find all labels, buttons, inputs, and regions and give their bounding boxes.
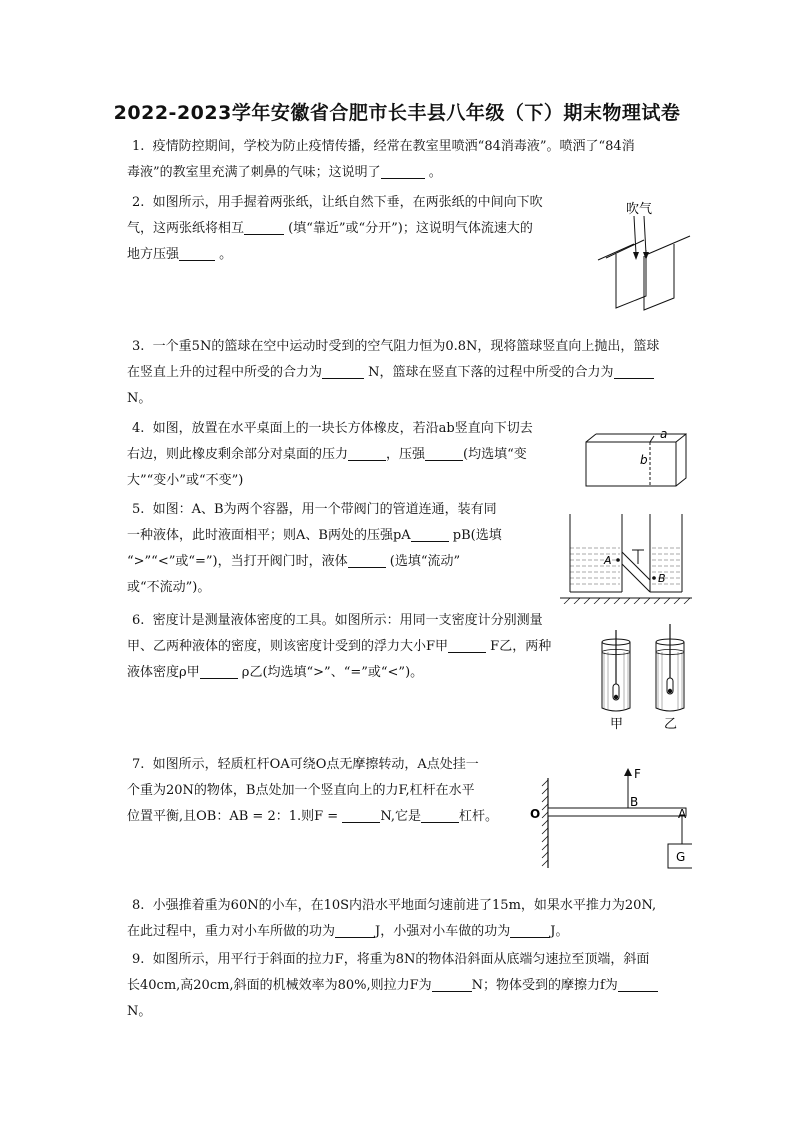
answer-blank[interactable] <box>614 364 654 379</box>
question-5 <box>127 497 562 601</box>
answer-blank[interactable] <box>348 446 386 461</box>
label-b: B <box>658 572 666 585</box>
question-text: 。 <box>219 247 233 262</box>
connected-containers-figure <box>560 508 692 604</box>
question-number: 2. <box>132 195 145 210</box>
answer-blank[interactable] <box>335 923 375 938</box>
label-b: B <box>630 795 639 809</box>
question-text: 地方压强 <box>127 247 180 262</box>
eraser-figure <box>582 424 692 490</box>
question-1 <box>127 134 692 186</box>
answer-blank[interactable] <box>179 246 215 261</box>
question-text: 长40cm,高20cm,斜面的机械效率为80%,则拉力F为 <box>127 978 432 993</box>
label-g: G <box>676 850 686 864</box>
question-number: 3. <box>132 339 145 354</box>
question-text: “>”“<”或“=”)，当打开阀门时，液体 <box>127 554 348 569</box>
label-o: O <box>530 807 541 821</box>
answer-blank[interactable] <box>421 808 459 823</box>
question-text: 如图所示，轻质杠杆OA可绕O点无摩擦转动，A点处挂一 <box>152 757 479 772</box>
answer-blank[interactable] <box>200 664 238 679</box>
question-text: (均选填“变 <box>463 447 527 462</box>
question-text: 大”“变小”或“不变”) <box>127 473 244 488</box>
question-text: 气，这两张纸将相互 <box>127 221 245 236</box>
question-number: 9. <box>132 952 145 967</box>
blowing-paper-figure <box>596 196 696 312</box>
question-text: (选填“流动” <box>389 554 461 569</box>
blow-label: 吹气 <box>626 202 653 217</box>
lever-figure <box>528 760 692 870</box>
question-text: ，压强 <box>386 447 426 462</box>
question-text: N。 <box>127 391 152 406</box>
question-text: 液体密度ρ甲 <box>127 665 200 680</box>
question-3 <box>127 334 697 412</box>
question-text: 一种液体，此时液面相平；则A、B两处的压强pA <box>127 528 411 543</box>
question-text: J。 <box>550 924 569 939</box>
question-text: N。 <box>127 1004 152 1019</box>
question-2 <box>127 190 602 268</box>
question-text: 一个重5N的篮球在空中运动时受到的空气阻力恒为0.8N，现将篮球竖直向上抛出，篮球 <box>152 339 660 354</box>
answer-blank[interactable] <box>381 164 425 179</box>
page-title: 2022-2023学年安徽省合肥市长丰县八年级（下）期末物理试卷 <box>113 102 681 124</box>
cylinder-left <box>602 630 630 711</box>
question-6 <box>127 608 592 686</box>
question-text: pB(选填 <box>452 528 502 543</box>
cylinder-right <box>656 624 684 711</box>
question-text: 位置平衡,且OB：AB = 2：1.则F = <box>127 809 339 824</box>
label-a: A <box>678 807 687 821</box>
answer-blank[interactable] <box>510 923 550 938</box>
question-text: 在竖直上升的过程中所受的合力为 <box>127 365 323 380</box>
label-b: b <box>640 453 648 467</box>
answer-blank[interactable] <box>342 808 380 823</box>
answer-blank[interactable] <box>432 977 472 992</box>
question-number: 5. <box>132 502 145 517</box>
question-text: 如图所示，用平行于斜面的拉力F，将重为8N的物体沿斜面从底端匀速拉至顶端，斜面 <box>152 952 650 967</box>
question-number: 4. <box>132 421 145 436</box>
answer-blank[interactable] <box>244 220 284 235</box>
question-9 <box>127 947 697 1025</box>
answer-blank[interactable] <box>348 553 386 568</box>
question-text: ρ乙(均选填“>”、“=”或“<”)。 <box>241 665 424 680</box>
question-text: 密度计是测量液体密度的工具。如图所示：用同一支密度计分别测量 <box>152 613 543 628</box>
label-yi: 乙 <box>664 717 678 732</box>
question-text: 或“不流动”)。 <box>127 580 211 595</box>
answer-blank[interactable] <box>618 977 658 992</box>
answer-blank[interactable] <box>411 527 449 542</box>
question-text: F乙，两种 <box>490 639 552 654</box>
question-text: 如图，放置在水平桌面上的一块长方体橡皮，若沿ab竖直向下切去 <box>152 421 533 436</box>
question-number: 6. <box>132 613 145 628</box>
question-text: 。 <box>428 165 442 180</box>
answer-blank[interactable] <box>425 446 463 461</box>
label-a: A <box>604 554 612 567</box>
question-number: 7. <box>132 757 145 772</box>
question-number: 8. <box>132 898 145 913</box>
question-text: 在此过程中，重力对小车所做的功为 <box>127 924 336 939</box>
label-f: F <box>634 767 641 781</box>
question-4 <box>127 416 582 494</box>
question-text: 小强推着重为60N的小车，在10S内沿水平地面匀速前进了15m，如果水平推力为20N, <box>152 898 657 913</box>
question-text: N，篮球在竖直下落的过程中所受的合力为 <box>368 365 614 380</box>
question-text: (填“靠近”或“分开”)；这说明气体流速大的 <box>288 221 533 236</box>
question-7 <box>127 752 522 830</box>
question-text: 甲、乙两种液体的密度，则该密度计受到的浮力大小F甲 <box>127 639 449 654</box>
question-number: 1. <box>132 139 145 154</box>
question-text: 毒液”的教室里充满了刺鼻的气味；这说明了 <box>127 165 381 180</box>
label-jia: 甲 <box>610 717 624 732</box>
question-text: 杠杆。 <box>459 809 499 824</box>
question-text: 如图所示，用手握着两张纸，让纸自然下垂，在两张纸的中间向下吹 <box>152 195 543 210</box>
label-a: a <box>660 427 668 441</box>
question-text: 如图：A、B为两个容器，用一个带阀门的管道连通，装有同 <box>152 502 497 517</box>
question-8 <box>127 893 697 945</box>
answer-blank[interactable] <box>448 638 486 653</box>
question-text: 右边，则此橡皮剩余部分对桌面的压力 <box>127 447 349 462</box>
question-text: 疫情防控期间，学校为防止疫情传播，经常在教室里喷洒“84消毒液”。喷洒了“84消 <box>152 139 635 154</box>
answer-blank[interactable] <box>322 364 364 379</box>
hydrometer-figure <box>592 622 696 732</box>
question-text: J，小强对小车做的功为 <box>375 924 511 939</box>
question-text: N；物体受到的摩擦力f为 <box>471 978 618 993</box>
question-text: 个重为20N的物体，B点处加一个竖直向上的力F,杠杆在水平 <box>127 783 475 798</box>
question-text: N,它是 <box>380 809 421 824</box>
